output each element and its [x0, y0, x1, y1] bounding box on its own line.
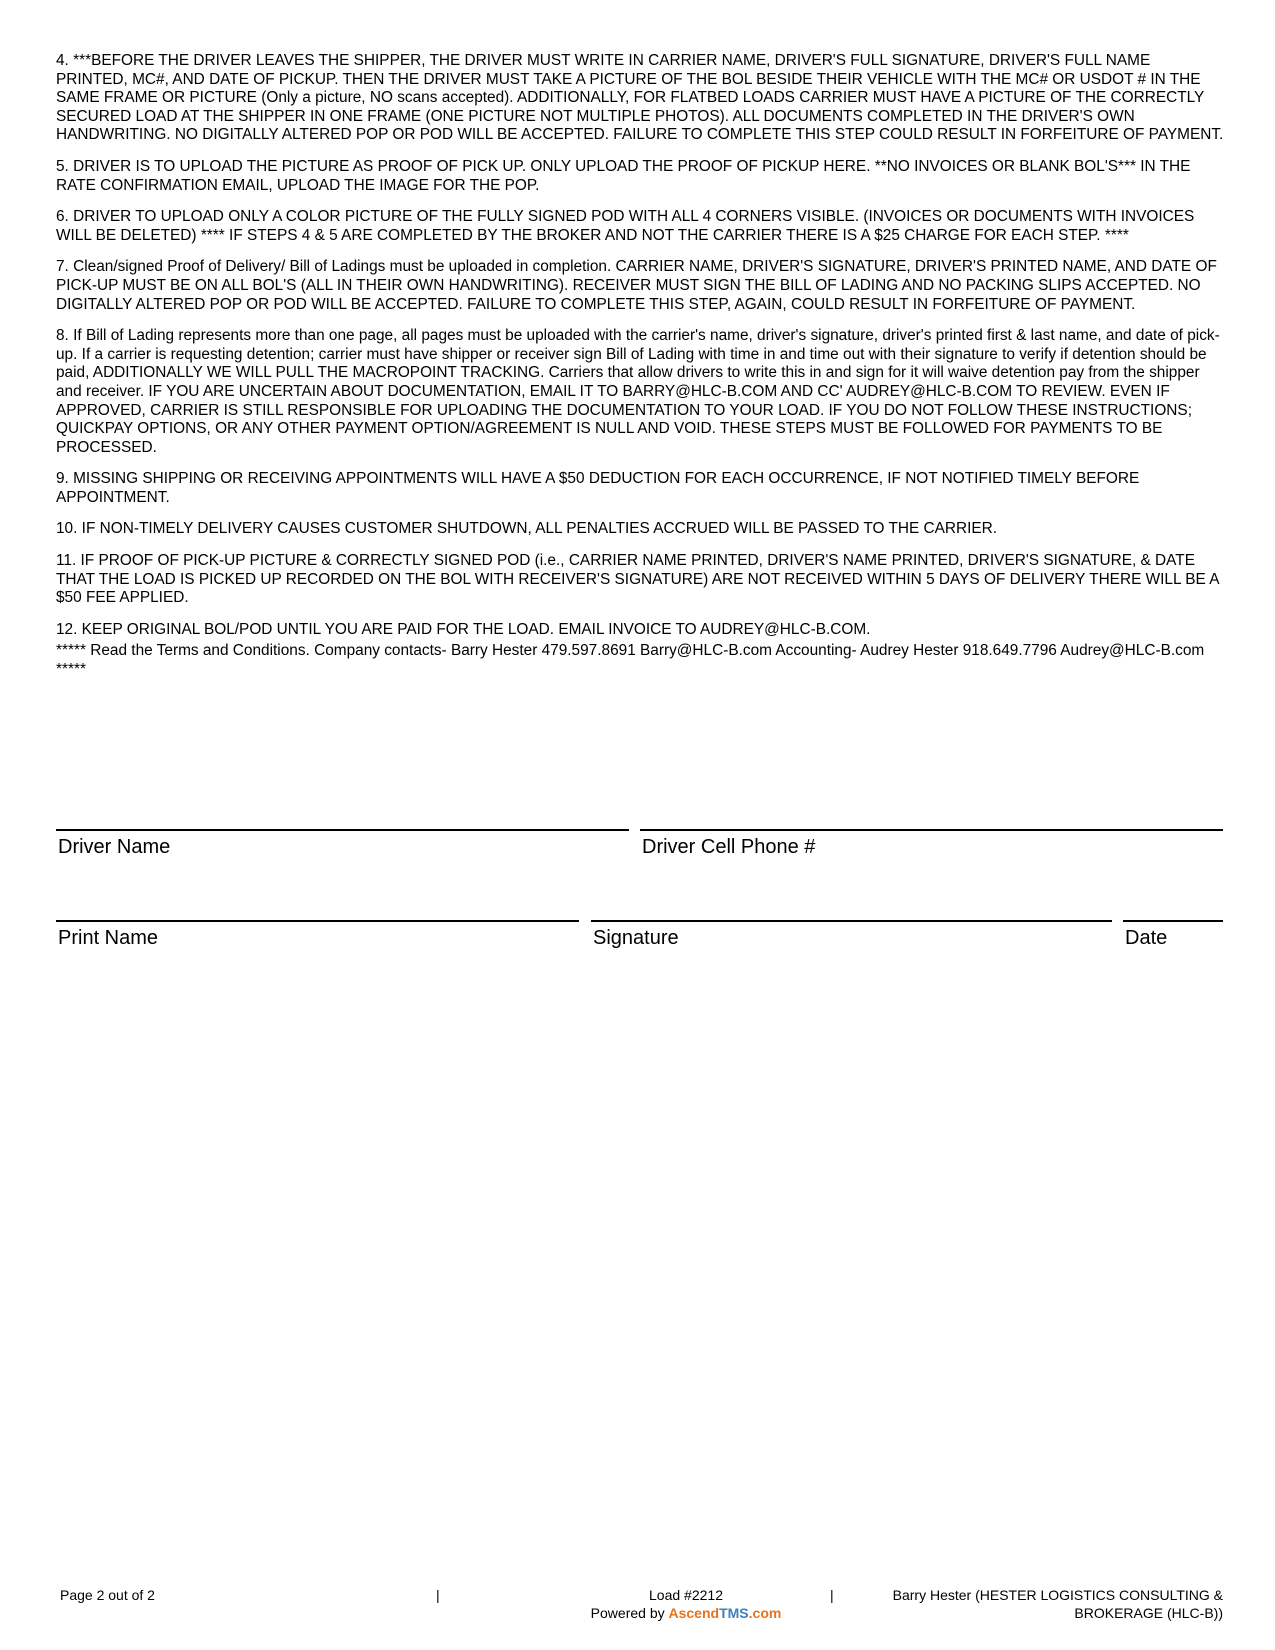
instruction-4: 4. ***BEFORE THE DRIVER LEAVES THE SHIPPER, THE DRIVER MUST WRITE IN CARRIER NAME, DRIVER'S FULL SIGNATURE, DRIVER'S FULL NAME PRINTED, MC#, AND DATE OF PICKUP. THEN THE DRIVER MUST TAKE A PICTURE OF THE BOL BESIDE THEIR VEHICLE WITH THE MC# OR USDOT # IN THE SAME FRAME OR PICTURE (Only a picture, NO scans accepted). ADDITIONALLY, FOR FLATBED LOADS CARRIER MUST HAVE A PICTURE OF THE CORRECTLY SECURED LOAD AT THE SHIPPER IN ONE FRAME (ONE PICTURE NOT MULTIPLE PHOTOS). ALL DOCUMENTS COMPLETED IN THE DRIVER'S OWN HANDWRITING. NO DIGITALLY ALTERED POP OR POD WILL BE ACCEPTED. FAILURE TO COMPLETE THIS STEP COULD RESULT IN FORFEITURE OF PAYMENT.	[56, 52, 1224, 144]
driver-cell-line	[640, 829, 1223, 831]
load-number: Load #2212	[649, 1587, 723, 1603]
instruction-7: 7. Clean/signed Proof of Delivery/ Bill of Ladings must be uploaded in completion. CARRIER NAME, DRIVER'S SIGNATURE, DRIVER'S PRINTED NAME, AND DATE OF PICK-UP MUST BE ON ALL BOL'S (ALL IN THEIR OWN HANDWRITING). RECEIVER MUST SIGN THE BILL OF LADING AND NO PACKING SLIPS ACCEPTED. NO DIGITALLY ALTERED POP OR POD WILL BE ACCEPTED. FAILURE TO COMPLETE THIS STEP, AGAIN, COULD RESULT IN FORFEITURE OF PAYMENT.	[56, 258, 1217, 313]
signature-line	[591, 920, 1112, 922]
date-line	[1123, 920, 1223, 922]
signature-field[interactable]	[591, 920, 1112, 950]
company-line-1: Barry Hester (HESTER LOGISTICS CONSULTING &	[892, 1587, 1223, 1603]
instruction-11: 11. IF PROOF OF PICK-UP PICTURE & CORRECTLY SIGNED POD (i.e., CARRIER NAME PRINTED, DRIVER'S NAME PRINTED, DRIVER'S SIGNATURE, & DATE THAT THE LOAD IS PICKED UP RECORDED ON THE BOL WITH RECEIVER'S SIGNATURE) ARE NOT RECEIVED WITHIN 5 DAYS OF DELIVERY THERE WILL BE A $50 FEE APPLIED.	[56, 552, 1219, 607]
print-name-line	[56, 920, 579, 922]
driver-cell-label: Driver Cell Phone #	[642, 836, 816, 858]
page-number: Page 2 out of 2	[60, 1587, 155, 1603]
terms-body	[56, 52, 1226, 693]
instruction-5: 5. DRIVER IS TO UPLOAD THE PICTURE AS PROOF OF PICK UP. ONLY UPLOAD THE PROOF OF PICKUP HERE. **NO INVOICES OR BLANK BOL'S*** IN THE RATE CONFIRMATION EMAIL, UPLOAD THE IMAGE FOR THE POP.	[56, 157, 1191, 194]
footer-separator-1: |	[436, 1587, 440, 1603]
instruction-10: 10. IF NON-TIMELY DELIVERY CAUSES CUSTOMER SHUTDOWN, ALL PENALTIES ACCRUED WILL BE PASSED TO THE CARRIER.	[56, 520, 998, 538]
print-name-field[interactable]	[56, 920, 579, 950]
page-footer	[56, 1586, 1223, 1626]
instruction-12: 12. KEEP ORIGINAL BOL/POD UNTIL YOU ARE PAID FOR THE LOAD. EMAIL INVOICE TO AUDREY@HLC-B.COM.	[56, 620, 871, 638]
instruction-6: 6. DRIVER TO UPLOAD ONLY A COLOR PICTURE OF THE FULLY SIGNED POD WITH ALL 4 CORNERS VISIBLE. (INVOICES OR DOCUMENTS WITH INVOICES WILL BE DELETED) **** IF STEPS 4 & 5 ARE COMPLETED BY THE BROKER AND NOT THE CARRIER THERE IS A $25 CHARGE FOR EACH STEP. ****	[56, 208, 1195, 244]
date-label: Date	[1125, 927, 1168, 949]
signature-label: Signature	[593, 927, 679, 949]
contacts-note: ***** Read the Terms and Conditions. Company contacts- Barry Hester 479.597.8691 Barry@HLC-B.com Accounting- Audrey Hester 918.649.7796 Audrey@HLC-B.com *****	[56, 642, 1205, 679]
brand-ascend: Ascend	[668, 1605, 720, 1621]
footer-center	[486, 1586, 886, 1622]
footer-company	[863, 1586, 1223, 1622]
footer-separator-2: |	[830, 1587, 834, 1603]
powered-by	[486, 1604, 886, 1622]
print-name-label: Print Name	[58, 927, 159, 949]
instruction-8: 8. If Bill of Lading represents more than one page, all pages must be uploaded with the carrier's name, driver's signature, driver's printed first & last name, and date of pick-up. If a carrier is requesting detention; carrier must have shipper or receiver sign Bill of Lading with time in and time out with their signature to verify if detention should be paid, ADDITIONALLY WE WILL PULL THE MACROPOINT TRACKING. Carriers that allow drivers to write this in and sign for it will waive detention pay from the shipper and receiver. IF YOU ARE UNCERTAIN ABOUT DOCUMENTATION, EMAIL IT TO BARRY@HLC-B.COM AND CC' AUDREY@HLC-B.COM TO REVIEW. EVEN IF APPROVED, CARRIER IS STILL RESPONSIBLE FOR UPLOADING THE DOCUMENTATION TO YOUR LOAD. IF YOU DO NOT FOLLOW THESE INSTRUCTIONS; QUICKPAY OPTIONS, OR ANY OTHER PAYMENT OPTION/AGREEMENT IS NULL AND VOID. THESE STEPS MUST BE FOLLOWED FOR PAYMENTS TO BE PROCESSED.	[56, 327, 1220, 456]
driver-name-label: Driver Name	[58, 836, 171, 858]
powered-by-label: Powered by	[590, 1605, 665, 1621]
driver-cell-field[interactable]	[640, 829, 1223, 859]
driver-name-line	[56, 829, 629, 831]
ascendtms-logo[interactable]	[669, 1605, 782, 1621]
instruction-9: 9. MISSING SHIPPING OR RECEIVING APPOINTMENTS WILL HAVE A $50 DEDUCTION FOR EACH OCCURRENCE, IF NOT NOTIFIED TIMELY BEFORE APPOINTMENT.	[56, 470, 1140, 506]
brand-tms: TMS	[719, 1605, 749, 1621]
driver-name-field[interactable]	[56, 829, 629, 859]
company-line-2: BROKERAGE (HLC-B))	[1074, 1605, 1223, 1621]
brand-com: .com	[748, 1605, 782, 1621]
date-field[interactable]	[1123, 920, 1223, 950]
